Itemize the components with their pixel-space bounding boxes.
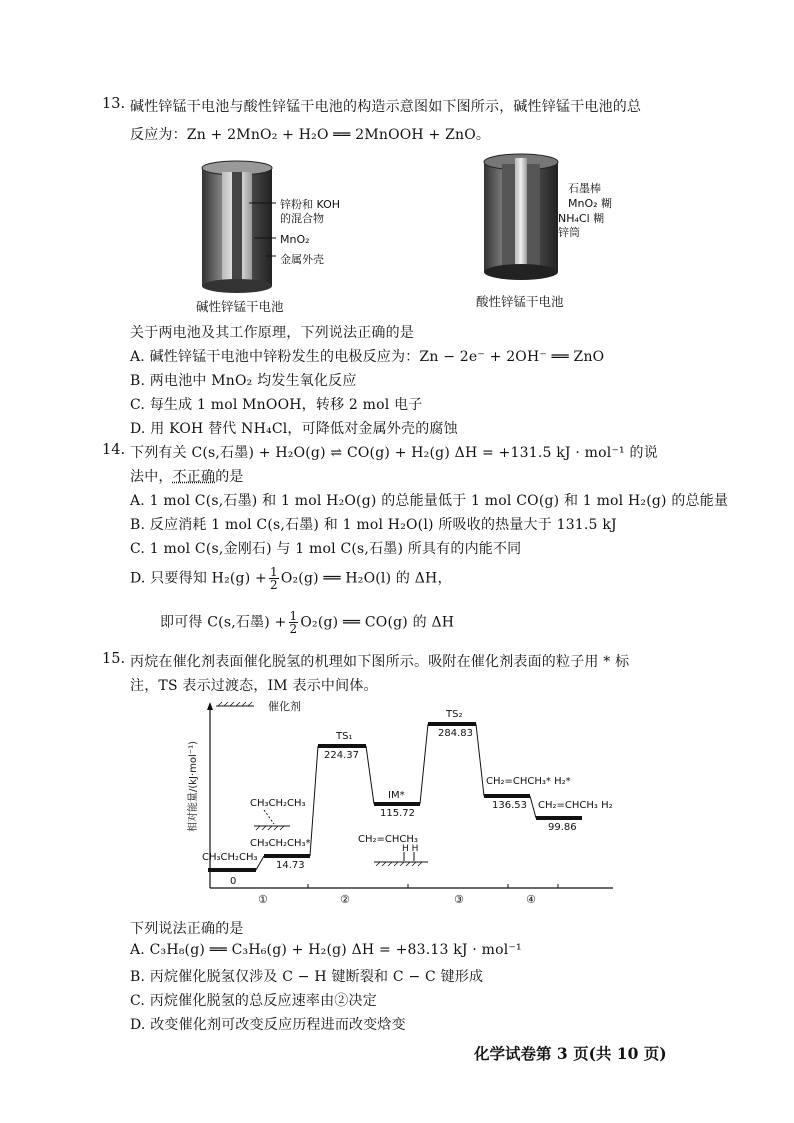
page-footer: 化学试卷第 3 页(共 10 页) [474,1044,667,1063]
question-15-line2: 注，TS 表示过渡态，IM 表示中间体。 [130,678,378,694]
energy-axis-label: 相对能量/(kJ·mol⁻¹) [188,740,199,832]
question-13-option-a: A. 碱性锌锰干电池中锌粉发生的电极反应为：Zn − 2e⁻ + 2OH⁻ ══ ZnO [130,349,605,365]
level-ts2-label: TS₂ [446,709,463,720]
inset-hydrogen-label: H H [402,844,419,854]
level-ts2-value: 284.83 [438,728,473,739]
question-13-line2: 反应为：Zn + 2MnO₂ + H₂O ══ 2MnOOH + ZnO。 [130,127,491,143]
question-15-stem: 下列说法正确的是 [130,921,244,937]
question-13-option-b: B. 两电池中 MnO₂ 均发生氧化反应 [130,373,357,389]
inset-propene-label: CH₂=CHCH₃ [358,834,418,845]
level-propene-value: 99.86 [548,822,577,833]
level-ts1-label: TS₁ [336,731,353,742]
question-15-line1: 丙烷在催化剂表面催化脱氢的机理如下图所示。吸附在催化剂表面的粒子用 * 标 [130,654,630,670]
question-14-option-b: B. 反应消耗 1 mol C(s,石墨) 和 1 mol H₂O(l) 所吸收的热量大于 131.5 kJ [130,517,617,533]
level-propene-adsorbed-label: CH₂=CHCH₃* H₂* [486,776,571,787]
level-propene-label: CH₂=CHCH₃ H₂ [538,800,613,811]
alkaline-label-zinc: 锌粉和 KOH [280,198,341,211]
question-14-line1: 下列有关 C(s,石墨) + H₂O(g) ⇌ CO(g) + H₂(g) ΔH = +131.5 kJ · mol⁻¹ 的说 [130,445,658,461]
step-4-label: ④ [526,893,536,906]
question-15-number: 15. [102,651,126,667]
question-14-number: 14. [102,442,126,458]
inset-propane-label: CH₃CH₂CH₃ [250,798,306,809]
level-adsorbed-propane-value: 14.73 [276,860,305,871]
question-14-option-c: C. 1 mol C(s,金刚石) 与 1 mol C(s,石墨) 所具有的内能不同 [130,541,522,557]
step-2-label: ② [340,893,350,906]
alkaline-label-mixture: 的混合物 [280,212,324,225]
acid-label-zinc-can: 锌筒 [558,226,580,239]
step-3-label: ③ [454,893,464,906]
question-13-option-c: C. 每生成 1 mol MnOOH，转移 2 mol 电子 [130,397,423,413]
step-1-label: ① [258,893,268,906]
acid-label-nh4cl: NH₄Cl 糊 [558,212,605,225]
question-15-option-b: B. 丙烷催化脱氢仅涉及 C − H 键断裂和 C − C 键形成 [130,969,484,985]
level-ts1-value: 224.37 [324,750,359,761]
level-im-label: IM* [388,790,405,801]
question-13-line1: 碱性锌锰干电池与酸性锌锰干电池的构造示意图如下图所示，碱性锌锰干电池的总 [130,99,642,115]
acid-battery-figure [478,150,568,285]
question-13-number: 13. [102,96,126,112]
alkaline-battery-figure [194,158,344,298]
alkaline-battery-caption: 碱性锌锰干电池 [196,299,284,314]
question-14-line2: 法中，不正确的是 [130,469,244,485]
catalyst-legend: 催化剂 [268,700,301,713]
acid-battery-caption: 酸性锌锰干电池 [476,294,564,309]
alkaline-label-mno2: MnO₂ [280,233,310,246]
question-14-option-d: D. 只要得知 H₂(g) + $\frac{1}{2}$ O₂(g) ══ H₂O(l) 的 ΔH， [130,565,452,592]
question-13-stem: 关于两电池及其工作原理，下列说法正确的是 [130,325,414,341]
acid-label-graphite: 石墨棒 [568,182,601,195]
question-15-option-d: D. 改变催化剂可改变反应历程进而改变焓变 [130,1017,406,1033]
level-im-value: 115.72 [380,808,415,819]
question-15-option-a: A. C₃H₈(g) ══ C₃H₆(g) + H₂(g) ΔH = +83.13 kJ · mol⁻¹ [130,942,522,958]
question-13-option-d: D. 用 KOH 替代 NH₄Cl，可降低对金属外壳的腐蚀 [130,421,458,437]
level-propane-value: 0 [230,876,237,887]
question-15-option-c: C. 丙烷催化脱氢的总反应速率由②决定 [130,993,377,1009]
level-propane-label: CH₃CH₂CH₃ [202,852,258,863]
question-14-option-d-line2: 即可得 C(s,石墨) + $\frac{1}{2}$ O₂(g) ══ CO(g) 的 ΔH [160,609,455,636]
question-14-option-a: A. 1 mol C(s,石墨) 和 1 mol H₂O(g) 的总能量低于 1 mol CO(g) 和 1 mol H₂(g) 的总能量 [130,493,729,509]
alkaline-label-shell: 金属外壳 [280,253,324,266]
level-adsorbed-propane-label: CH₃CH₂CH₃* [250,838,311,849]
level-propene-adsorbed-value: 136.53 [492,800,527,811]
acid-label-mno2: MnO₂ 糊 [568,197,613,210]
